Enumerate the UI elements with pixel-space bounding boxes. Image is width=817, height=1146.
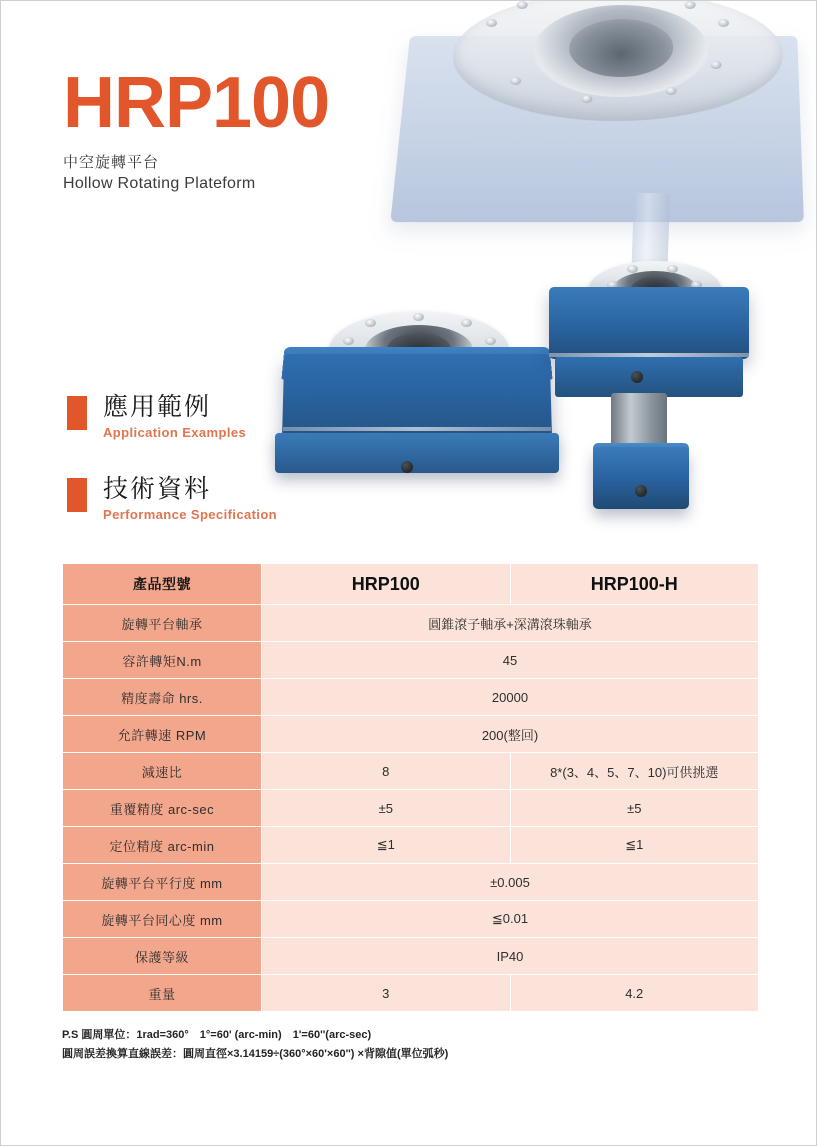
large-faded-rotary-table-image [386, 1, 817, 261]
row-label: 保護等級 [63, 938, 262, 975]
table-row [63, 901, 759, 938]
header-label-cell: 產品型號 [63, 564, 262, 605]
row-label: 旋轉平台平行度 mm [63, 864, 262, 901]
table-row [63, 975, 759, 1012]
specification-table-wrap [62, 563, 759, 1012]
blue-rotary-table-image [269, 311, 559, 496]
table-row [63, 827, 759, 864]
footnote-line-1: P.S 圓周單位：1rad=360° 1°=60' (arc-min) 1'=60''(arc-sec) [62, 1029, 372, 1041]
row-value-col2: ±5 [510, 790, 759, 827]
row-label: 旋轉平台同心度 mm [63, 901, 262, 938]
row-label: 容許轉矩N.m [63, 642, 262, 679]
row-label: 重量 [63, 975, 262, 1012]
row-value-col2: ≦1 [510, 827, 759, 864]
row-value-col2: 4.2 [510, 975, 759, 1012]
row-value-merged: 圓錐滾子軸承+深溝滾珠軸承 [262, 605, 759, 642]
row-value-merged: 200(整回) [262, 716, 759, 753]
row-label: 允許轉速 RPM [63, 716, 262, 753]
row-value-merged: ±0.005 [262, 864, 759, 901]
row-value-col1: 8 [262, 753, 511, 790]
header-model-2: HRP100-H [510, 564, 759, 605]
page-title: HRP100 [63, 63, 330, 143]
blue-rotary-table-with-motor-image [531, 261, 756, 511]
section-application-examples [67, 393, 246, 440]
row-value-merged: 45 [262, 642, 759, 679]
section-title-chinese: 技術資料 [103, 475, 212, 503]
row-label: 定位精度 arc-min [63, 827, 262, 864]
table-row [63, 753, 759, 790]
row-label: 減速比 [63, 753, 262, 790]
section-title-chinese: 應用範例 [103, 393, 212, 421]
header-model-1: HRP100 [262, 564, 511, 605]
row-value-merged: IP40 [262, 938, 759, 975]
table-row [63, 716, 759, 753]
row-label: 旋轉平台軸承 [63, 605, 262, 642]
specification-table [62, 563, 759, 1012]
row-value-col1: ≦1 [262, 827, 511, 864]
section-performance-specification [67, 475, 277, 522]
table-row [63, 938, 759, 975]
table-row [63, 642, 759, 679]
table-row [63, 679, 759, 716]
table-row [63, 864, 759, 901]
orange-bar-icon [67, 478, 87, 512]
table-row [63, 605, 759, 642]
subtitle-english: Hollow Rotating Plateform [63, 175, 256, 192]
row-value-col2: 8*(3、4、5、7、10)可供挑選 [510, 753, 759, 790]
orange-bar-icon [67, 396, 87, 430]
footnotes [62, 1026, 762, 1063]
table-header-row [63, 564, 759, 605]
row-label: 精度壽命 hrs. [63, 679, 262, 716]
row-value-col1: ±5 [262, 790, 511, 827]
section-title-english: Performance Specification [103, 506, 277, 522]
table-row [63, 790, 759, 827]
title-block [63, 63, 330, 193]
row-value-merged: 20000 [262, 679, 759, 716]
row-value-merged: ≦0.01 [262, 901, 759, 938]
row-label: 重覆精度 arc-sec [63, 790, 262, 827]
section-title-english: Application Examples [103, 424, 247, 440]
footnote-line-2: 圓周誤差換算直線誤差：圓周直徑×3.14159÷(360°×60'×60'') ×背隙值(單位弧秒) [62, 1047, 449, 1060]
subtitle-chinese: 中空旋轉平台 [63, 154, 160, 171]
row-value-col1: 3 [262, 975, 511, 1012]
